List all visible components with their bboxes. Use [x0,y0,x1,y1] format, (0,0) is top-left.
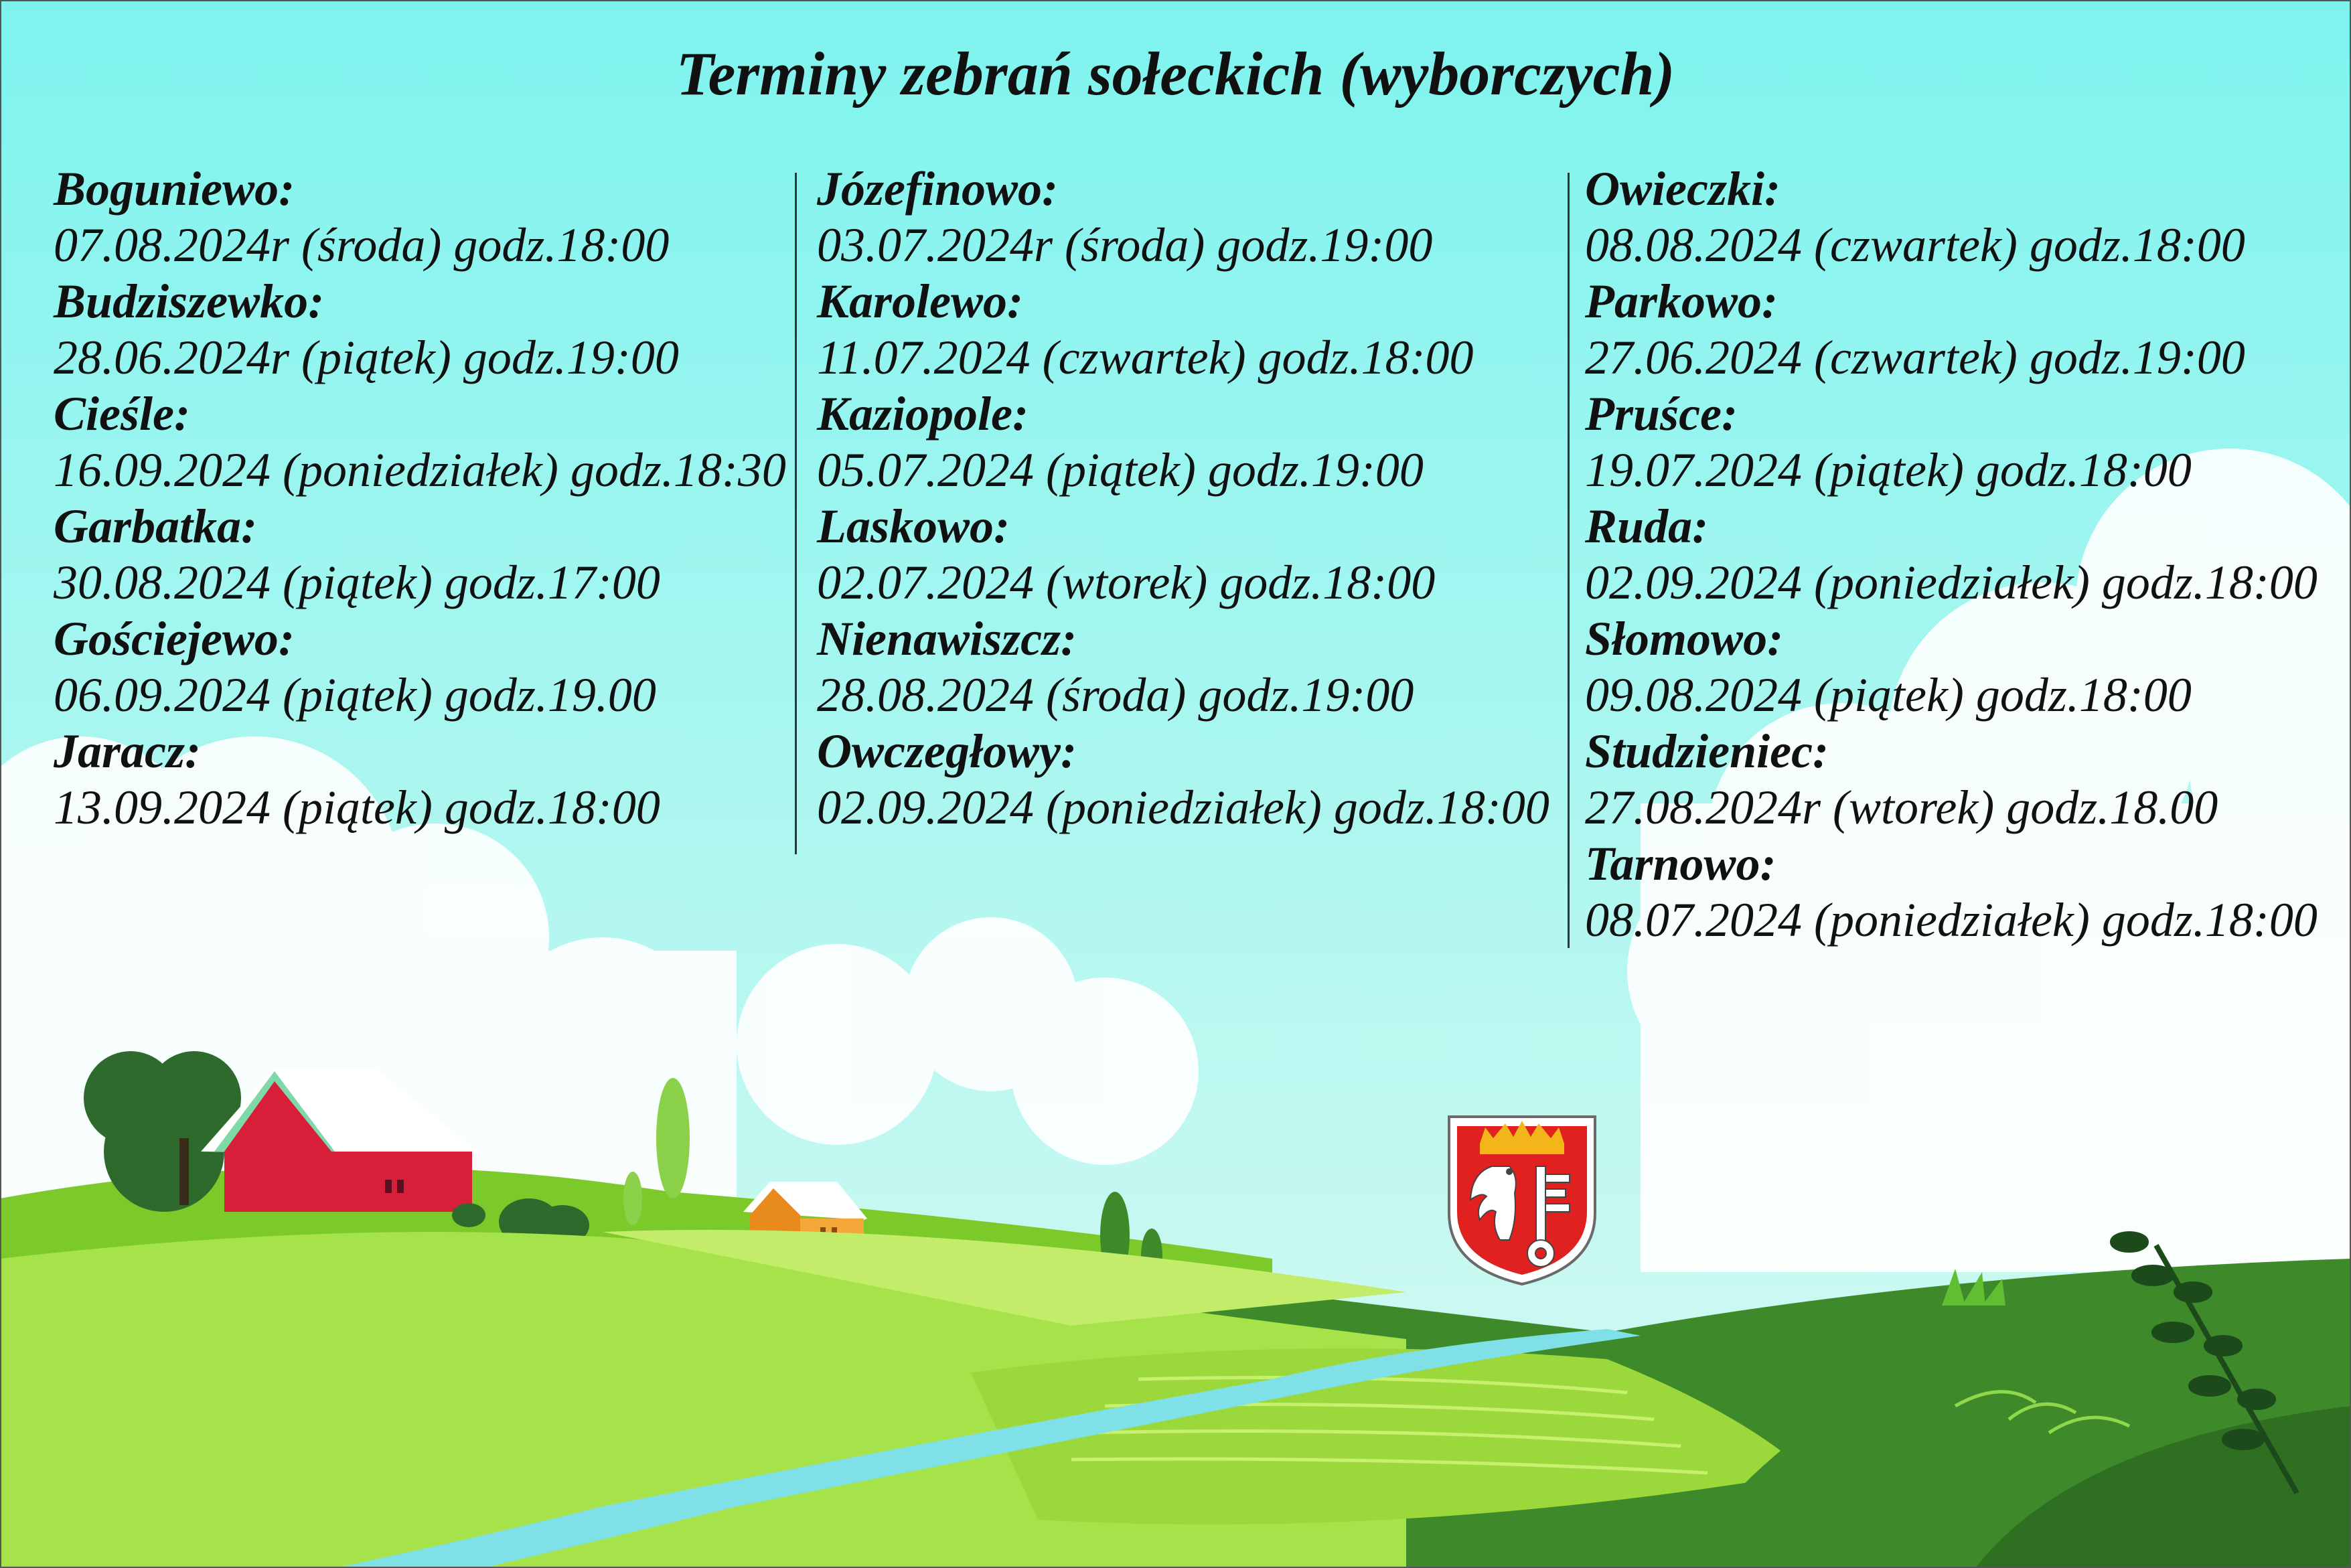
village-name: Pruśce: [1585,387,1738,441]
meeting-date: 02.07.2024 (wtorek) godz.18:00 [817,556,1436,609]
meeting-date: 16.09.2024 (poniedziałek) godz.18:30 [54,443,786,497]
village-column-1 [54,161,786,836]
meeting-date: 08.08.2024 (czwartek) godz.18:00 [1585,218,2245,272]
village-name: Tarnowo: [1585,837,1776,890]
village-name: Boguniewo: [54,162,295,216]
village-name: Jaracz: [54,724,201,778]
village-name: Garbatka: [54,499,257,553]
village-name: Owczegłowy: [817,724,1077,778]
village-name: Nienawiszcz: [817,612,1077,665]
gmina-coat-of-arms-icon [1445,1113,1599,1287]
meeting-date: 07.08.2024r (środa) godz.18:00 [54,218,670,272]
meeting-date: 30.08.2024 (piątek) godz.17:00 [54,556,660,609]
meeting-date: 11.07.2024 (czwartek) godz.18:00 [817,331,1474,384]
village-name: Laskowo: [817,499,1010,553]
village-name: Kaziopole: [817,387,1029,441]
meeting-date: 06.09.2024 (piątek) godz.19.00 [54,668,656,722]
village-name: Ruda: [1585,499,1709,553]
meeting-date: 13.09.2024 (piątek) godz.18:00 [54,781,660,834]
meeting-date: 28.06.2024r (piątek) godz.19:00 [54,331,679,384]
meeting-date: 02.09.2024 (poniedziałek) godz.18:00 [817,781,1549,834]
village-name: Cieśle: [54,387,190,441]
meeting-date: 27.08.2024r (wtorek) godz.18.00 [1585,781,2218,834]
meeting-date: 09.08.2024 (piątek) godz.18:00 [1585,668,2192,722]
meeting-date: 03.07.2024r (środa) godz.19:00 [817,218,1433,272]
column-divider [1568,173,1570,948]
village-name: Gościejewo: [54,612,295,665]
village-name: Owieczki: [1585,162,1780,216]
meeting-date: 27.06.2024 (czwartek) godz.19:00 [1585,331,2245,384]
village-column-2 [817,161,1549,836]
village-name: Parkowo: [1585,275,1778,328]
village-name: Budziszewko: [54,275,325,328]
meeting-date: 08.07.2024 (poniedziałek) godz.18:00 [1585,893,2318,947]
village-name: Karolewo: [817,275,1024,328]
meeting-date: 19.07.2024 (piątek) godz.18:00 [1585,443,2192,497]
page-title: Terminy zebrań sołeckich (wyborczych) [676,40,1675,108]
meeting-date: 02.09.2024 (poniedziałek) godz.18:00 [1585,556,2318,609]
meeting-date: 28.08.2024 (środa) godz.19:00 [817,668,1414,722]
village-name: Słomowo: [1585,612,1784,665]
meeting-date: 05.07.2024 (piątek) godz.19:00 [817,443,1424,497]
village-column-3 [1585,161,2318,948]
village-name: Studzieniec: [1585,724,1829,778]
village-name: Józefinowo: [817,162,1058,216]
column-divider [795,173,797,854]
